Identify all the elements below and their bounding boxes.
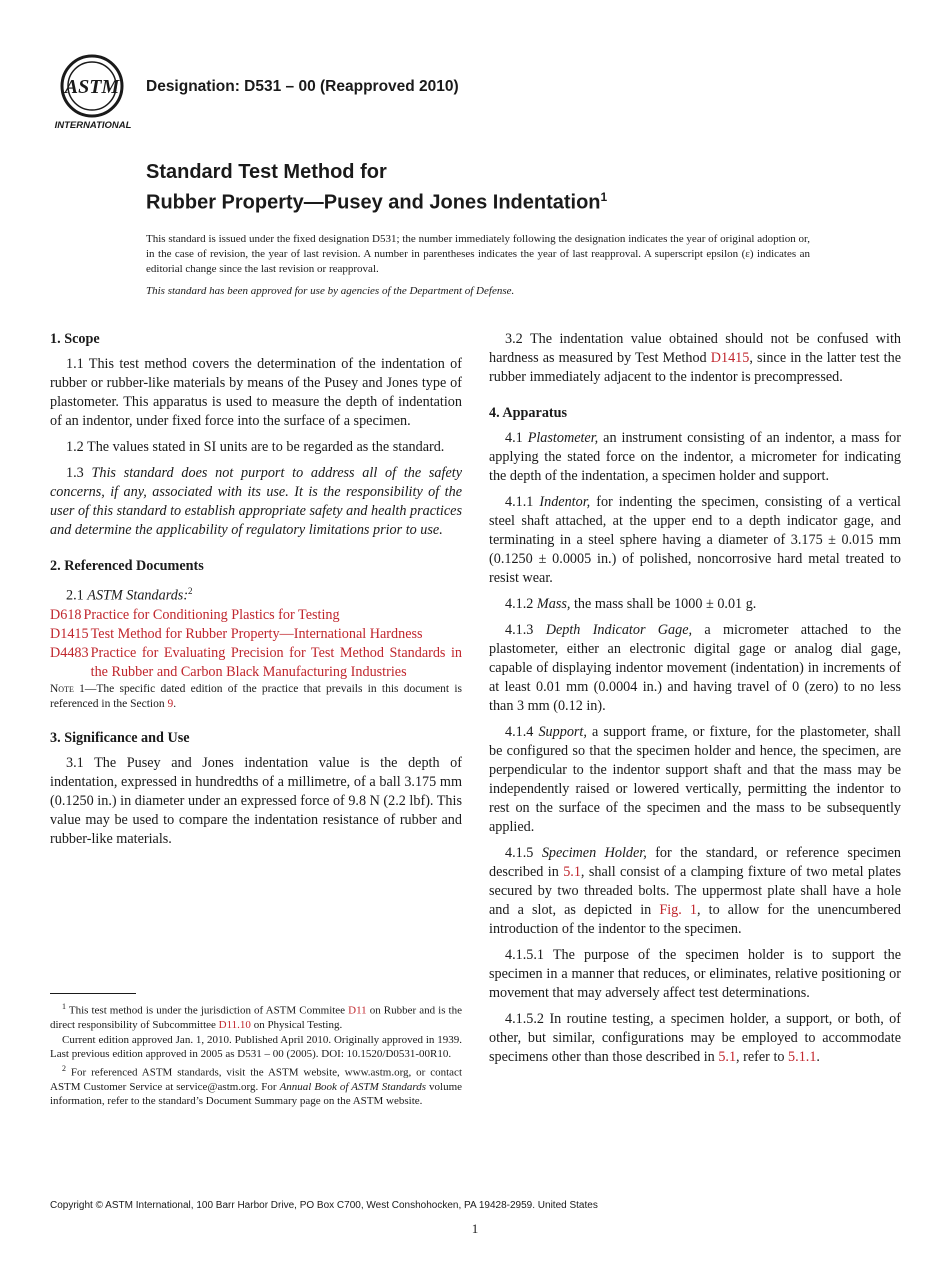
paragraph-1-1: 1.1 This test method covers the determination of the indentation of rubber or rubber-like materials by means of the Pusey and Jones type of plastometer. This apparatus is used to measure the depth of indentation of an indentor, under fixed force into the surface of a specimen. <box>50 356 462 429</box>
reference-title[interactable]: Practice for Conditioning Plastics for Testing <box>83 606 340 623</box>
reference-code[interactable]: D1415 <box>50 625 89 642</box>
footnote-1: $^1$ This test method is under the jurisdiction of ASTM Commitee D11 on Rubber and is the direct responsibility of Subcommittee D11.10 on Physical Testing. <box>50 1002 462 1032</box>
paragraph-4-1: 4.1 Plastometer, an instrument consisting of an indentor, a mass for applying the stated force on the indentor, a micrometer for indicating the depth of the indentation, a specimen holder and support. <box>489 430 901 484</box>
footnote-2: $^2$ For referenced ASTM standards, visit the ASTM website, www.astm.org, or contact ASTM Customer Service at service@astm.org. For Annual Book of ASTM Standards volume information, refer to the standard’s Document Summary page on the ASTM website. <box>50 1063 463 1108</box>
paragraph-1-2: 1.2 The values stated in SI units are to be regarded as the standard. <box>66 439 445 455</box>
section-heading-referenced-documents: 2. Referenced Documents <box>50 558 204 574</box>
title-line-1: Standard Test Method for <box>146 161 387 183</box>
section-5-1-1-link[interactable]: 5.1.1 <box>788 1049 817 1065</box>
section-heading-significance: 3. Significance and Use <box>50 729 190 746</box>
paragraph-4-1-3: 4.1.3 Depth Indicator Gage, a micrometer attached to the plastometer, either an electronic digital gage or analog dial gage, capable of displaying indentor movement (indentation) in increments of at least 0.01 mm (0.0004 in.) and having travel of 0 (zero) to no less than 3 mm (0.12 in). <box>489 622 901 714</box>
paragraph-2-1: 2.1 ASTM Standards:$^2$ <box>66 586 193 604</box>
fig-1-link[interactable]: Fig. 1 <box>659 902 697 918</box>
logo-text: ASTM <box>64 76 120 98</box>
section-heading-scope: 1. Scope <box>50 331 100 347</box>
paragraph-1-3: 1.3 This standard does not purport to address all of the safety concerns, if any, associated with its use. It is the responsibility of the user of this standard to establish appropriate safety and health practices and determine the applicability of regulatory limitations prior to use. <box>50 465 462 538</box>
section-5-1-link[interactable]: 5.1 <box>718 1049 737 1065</box>
reference-title[interactable]: Practice for Evaluating Precision for Test Method Standards in the Rubber and Carbon Black Manufacturing Industries <box>90 644 462 680</box>
title-line-2: Rubber Property—Pusey and Jones Indentation$^1$ <box>146 190 608 214</box>
left-column <box>50 330 462 856</box>
reference-d618[interactable] <box>50 606 462 625</box>
title-footnote-mark: 1 <box>600 190 608 204</box>
footnote-divider <box>50 993 136 994</box>
reference-code[interactable]: D4483 <box>50 644 89 661</box>
section-9-link[interactable]: 9 <box>167 697 174 710</box>
reference-title[interactable]: Test Method for Rubber Property—International Hardness <box>90 625 423 642</box>
section-5-1-link[interactable]: 5.1 <box>563 864 581 880</box>
footnotes <box>50 1000 462 1109</box>
logo-subtext: INTERNATIONAL <box>54 120 132 131</box>
paragraph-4-1-5-1: 4.1.5.1 The purpose of the specimen holder is to support the specimen in a manner that reduces, or eliminates, relative positioning or movement that may adversely affect test determinations. <box>489 947 901 1001</box>
d11-10-link[interactable]: D11.10 <box>218 1019 251 1032</box>
document-title <box>146 160 607 216</box>
paragraph-4-1-1: 4.1.1 Indentor, for indenting the specimen, consisting of a vertical steel shaft attached, at the upper end to a depth indicator gage, and terminating in a steel sphere having a diameter of 3.175 ± 0.015 mm (0.1250 ± 0.0005 in.) of polished, noncorrosive hard metal treated to resist wear. <box>489 494 901 586</box>
d11-link[interactable]: D11 <box>348 1004 367 1017</box>
astm-international-logo <box>52 52 134 132</box>
paragraph-3-1: 3.1 The Pusey and Jones indentation value is the depth of indentation, expressed in hundredths of a millimetre, of a ball 3.175 mm (0.1250 in.) in diameter under an expressed force of 9.8 N (2.2 lbf). This value may be used to compare the indentation resistance of rubber and rubber-like materials. <box>50 754 462 847</box>
reference-d4483[interactable] <box>50 644 462 682</box>
paragraph-4-1-2: 4.1.2 Mass, the mass shall be 1000 ± 0.01 g. <box>505 596 757 612</box>
page-number: 1 <box>471 1221 479 1236</box>
paragraph-4-1-5-2: 4.1.5.2 In routine testing, a specimen holder, a support, or both, of other, but similar, configurations may be employed to accommodate specimens other than those described in 5.1, refer to 5.1.1. <box>489 1011 901 1065</box>
copyright: Copyright © ASTM International, 100 Barr Harbor Drive, PO Box C700, West Conshohocken, PA 19428-2959. United States <box>50 1200 598 1211</box>
reference-code[interactable]: D618 <box>50 606 82 623</box>
approval-note: This standard has been approved for use by agencies of the Department of Defense. <box>146 285 515 297</box>
issue-note: This standard is issued under the fixed designation D531; the number immediately following the designation indicates the year of original adoption or, in the case of revision, the year of last revision. A number in parentheses indicates the year of last reapproval. A superscript epsilon (ε) indicates an editorial change since the last revision or reapproval. <box>146 233 810 275</box>
footnote-1-edition: Current edition approved Jan. 1, 2010. Published April 2010. Originally approved in 1939. Last previous edition approved in 2005 as D531 – 00 (2005). DOI: 10.1520/D0531-00R10. <box>50 1033 462 1061</box>
section-heading-apparatus: 4. Apparatus <box>489 405 568 421</box>
note-1: Note 1—The specific dated edition of the practice that prevails in this document is referenced in the Section 9. <box>50 682 462 710</box>
paragraph-4-1-5: 4.1.5 Specimen Holder, for the standard, or reference specimen described in 5.1, shall consist of a clamping fixture of two metal plates secured by two threaded bolts. The uppermost plate shall have a hole and a slot, as depicted in Fig. 1, to allow for the unencumbered introduction of the indentor to the specimen. <box>489 845 902 937</box>
reference-d1415[interactable] <box>50 625 462 644</box>
d1415-link[interactable]: D1415 <box>710 350 750 366</box>
paragraph-4-1-4: 4.1.4 Support, a support frame, or fixture, for the plastometer, shall be configured so that the specimen holder and hence, the specimen, are perpendicular to the indentor support shaft and that the mass may be independently raised or lowered vertically, permitting the indentor to rest on the surface of the specimen and the mass to be subsequently applied. <box>489 724 901 835</box>
paragraph-3-2: 3.2 The indentation value obtained should not be confused with hardness as measured by Test Method D1415, since in the latter test the rubber immediately adjacent to the indentor is precompressed. <box>489 331 902 385</box>
right-column <box>489 330 901 1074</box>
designation: Designation: D531 – 00 (Reapproved 2010) <box>146 78 459 95</box>
